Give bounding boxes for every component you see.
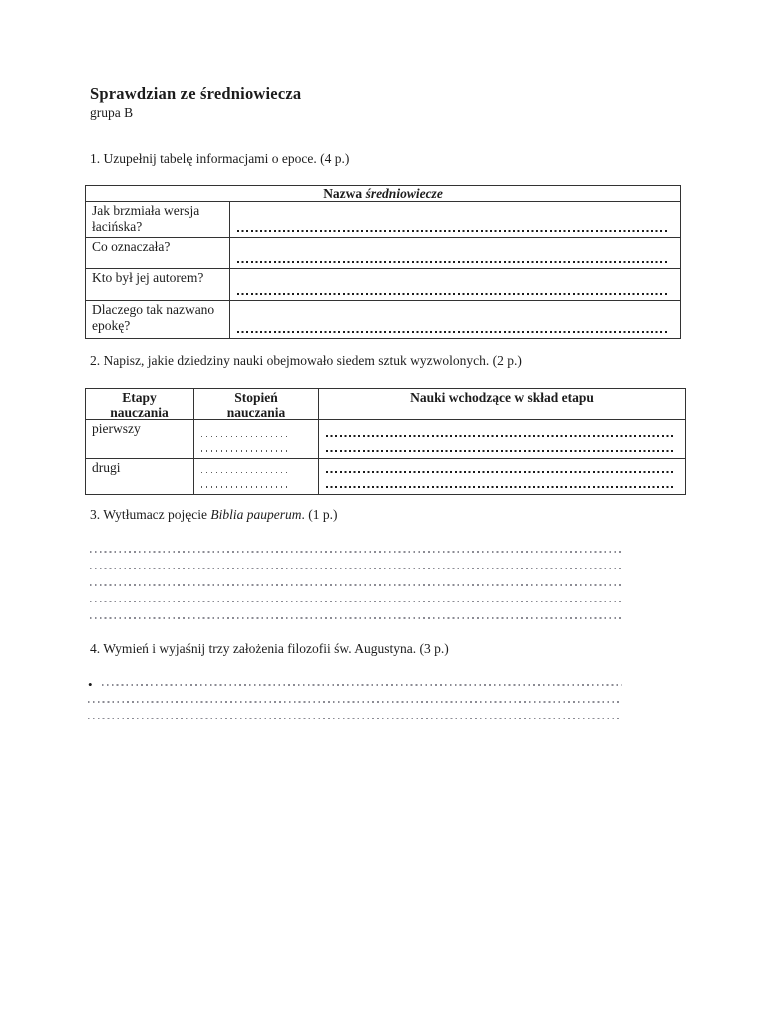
question-1-label: 1. Uzupełnij tabelę informacjami o epoce. (4 p.) [90, 151, 350, 166]
question-3-answer-area [90, 551, 622, 634]
epoch-table-header-term: średniowiecze [365, 186, 443, 201]
question-4-answer-area [88, 677, 622, 734]
answer-dotted-line [326, 450, 675, 452]
liberal-arts-table [85, 388, 686, 495]
group-label: grupa B [90, 105, 134, 120]
column-header-sciences: Nauki wchodzące w skład etapu [319, 389, 685, 420]
question-3-term-italic: Biblia pauperum [210, 507, 302, 522]
epoch-table-header [86, 186, 680, 202]
answer-dotted-line [201, 436, 290, 438]
epoch-row-answer-cell [230, 202, 680, 238]
stage-row-label-first: pierwszy [86, 420, 194, 459]
epoch-row-label-latin-version: Jak brzmiała wersja łacińska? [86, 202, 230, 238]
column-header-degree: Stopień nauczania [194, 389, 319, 420]
epoch-row-answer-cell [230, 238, 680, 269]
question-3-pre: 3. Wytłumacz pojęcie [90, 507, 211, 522]
epoch-row-answer-cell [230, 301, 680, 338]
bulleted-answer-row [88, 677, 622, 692]
sciences-answer-cell [319, 459, 685, 494]
page-title: Sprawdzian ze średniowiecza [90, 84, 302, 103]
question-3-post: . (1 p.) [301, 507, 338, 522]
answer-line [90, 617, 622, 619]
answer-line [102, 684, 622, 686]
answer-line [88, 718, 622, 720]
degree-answer-cell [194, 420, 319, 459]
answer-line [90, 568, 622, 570]
stage-row-label-second: drugi [86, 459, 194, 494]
answer-dotted-line [326, 486, 675, 488]
epoch-row-label-meaning: Co oznaczała? [86, 238, 230, 269]
answer-dotted-line [201, 450, 290, 452]
answer-dotted-line [326, 471, 675, 473]
bullet-marker: • [88, 677, 93, 692]
question-3-label [90, 506, 338, 523]
answer-line [88, 701, 622, 703]
question-4-label: 4. Wymień i wyjaśnij trzy założenia filozofii św. Augustyna. (3 p.) [90, 641, 449, 656]
answer-dotted-line [237, 230, 667, 232]
answer-line [90, 601, 622, 603]
answer-dotted-line [237, 293, 667, 295]
column-header-stages: Etapy nauczania [86, 389, 194, 420]
epoch-table-header-pre: Nazwa [323, 186, 366, 201]
answer-line [90, 551, 622, 553]
answer-line [90, 584, 622, 586]
epoch-row-answer-cell [230, 269, 680, 301]
epoch-row-label-author: Kto był jej autorem? [86, 269, 230, 301]
question-2-label: 2. Napisz, jakie dziedziny nauki obejmowało siedem sztuk wyzwolonych. (2 p.) [90, 353, 522, 368]
answer-dotted-line [201, 486, 290, 488]
answer-dotted-line [237, 331, 667, 333]
sciences-answer-cell [319, 420, 685, 459]
degree-answer-cell [194, 459, 319, 494]
answer-dotted-line [237, 261, 667, 263]
answer-dotted-line [326, 435, 675, 437]
epoch-info-table [85, 185, 681, 339]
answer-dotted-line [201, 472, 290, 474]
epoch-row-label-why-named: Dlaczego tak nazwano epokę? [86, 301, 230, 338]
